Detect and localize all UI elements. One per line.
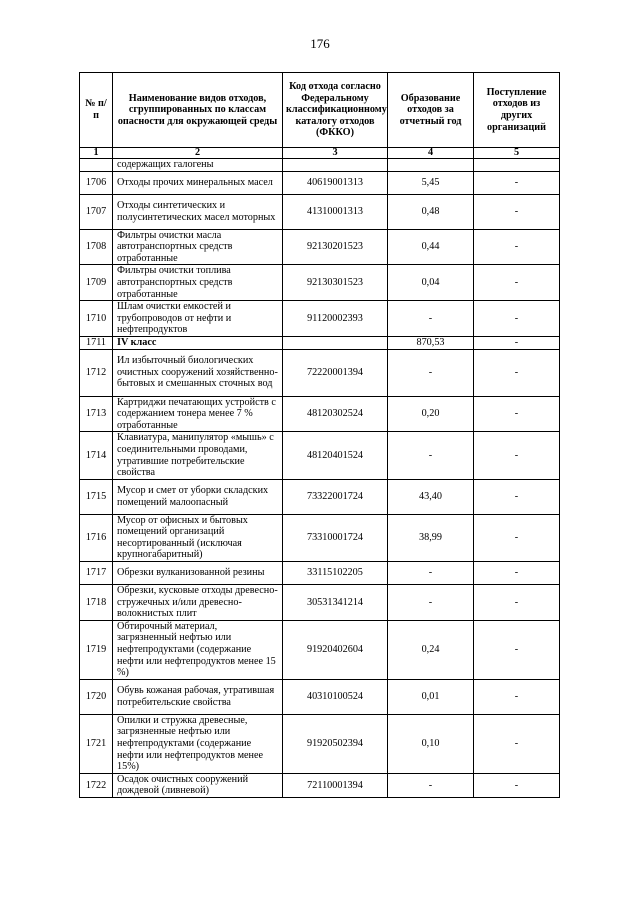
received-amount: -: [474, 514, 560, 561]
formed-amount: 5,45: [388, 171, 474, 194]
table-row: [80, 432, 560, 479]
received-amount: [474, 159, 560, 172]
table-row: [80, 194, 560, 229]
row-number: 1710: [80, 301, 113, 337]
table-row: [80, 265, 560, 301]
received-amount: -: [474, 229, 560, 265]
row-number: 1707: [80, 194, 113, 229]
column-number: 5: [474, 148, 560, 159]
header-fkko-code: Код отхода согласно Федеральному классификационному каталогу отходов (ФККО): [283, 73, 388, 148]
row-number: 1721: [80, 714, 113, 773]
received-amount: -: [474, 301, 560, 337]
received-amount: -: [474, 349, 560, 396]
formed-amount: 0,24: [388, 620, 474, 679]
column-number: 1: [80, 148, 113, 159]
waste-name: Опилки и стружка древесные, загрязненные нефтью или нефтепродуктами (содержание нефти или нефтепродуктов менее 15%): [113, 714, 283, 773]
header-waste-name: Наименование видов отходов, сгруппированных по классам опасности для окружающей среды: [113, 73, 283, 148]
header-formed: Образование отходов за отчетный год: [388, 73, 474, 148]
table-row: [80, 620, 560, 679]
waste-name: Клавиатура, манипулятор «мышь» с соединительными проводами, утратившие потребительские свойства: [113, 432, 283, 479]
table-row: [80, 349, 560, 396]
received-amount: -: [474, 432, 560, 479]
row-number: 1717: [80, 562, 113, 585]
formed-amount: 38,99: [388, 514, 474, 561]
column-number: 4: [388, 148, 474, 159]
received-amount: -: [474, 396, 560, 432]
table-row: [80, 229, 560, 265]
fkko-code: 41310001313: [283, 194, 388, 229]
table-row: [80, 479, 560, 514]
row-number: 1711: [80, 336, 113, 349]
header-received: Поступление отходов из других организаций: [474, 73, 560, 148]
fkko-code: 33115102205: [283, 562, 388, 585]
waste-name: Обрезки, кусковые отходы древесно-стружечных и/или древесно-волокнистых плит: [113, 585, 283, 621]
table-row: [80, 679, 560, 714]
table-row: [80, 301, 560, 337]
fkko-code: [283, 336, 388, 349]
waste-name: Обувь кожаная рабочая, утратившая потребительские свойства: [113, 679, 283, 714]
table-header-row: [80, 73, 560, 148]
fkko-code: 72110001394: [283, 773, 388, 797]
row-number: 1706: [80, 171, 113, 194]
formed-amount: -: [388, 349, 474, 396]
row-number: 1709: [80, 265, 113, 301]
waste-name: Отходы прочих минеральных масел: [113, 171, 283, 194]
waste-name: содержащих галогены: [113, 159, 283, 172]
page-number: 176: [310, 36, 330, 51]
formed-amount: [388, 159, 474, 172]
formed-amount: -: [388, 773, 474, 797]
received-amount: -: [474, 679, 560, 714]
fkko-code: 91120002393: [283, 301, 388, 337]
waste-name: Шлам очистки емкостей и трубопроводов от нефти и нефтепродуктов: [113, 301, 283, 337]
waste-name: Отходы синтетических и полусинтетических масел моторных: [113, 194, 283, 229]
column-number-row: [80, 148, 560, 159]
formed-amount: 0,10: [388, 714, 474, 773]
received-amount: -: [474, 773, 560, 797]
table-row: [80, 159, 560, 172]
row-number: 1708: [80, 229, 113, 265]
received-amount: -: [474, 479, 560, 514]
fkko-code: 48120302524: [283, 396, 388, 432]
waste-name: Осадок очистных сооружений дождевой (ливневой): [113, 773, 283, 797]
formed-amount: -: [388, 562, 474, 585]
formed-amount: 0,48: [388, 194, 474, 229]
row-number: 1722: [80, 773, 113, 797]
table-row: [80, 514, 560, 561]
fkko-code: 73310001724: [283, 514, 388, 561]
received-amount: -: [474, 265, 560, 301]
fkko-code: [283, 159, 388, 172]
waste-name: Фильтры очистки масла автотранспортных средств отработанные: [113, 229, 283, 265]
fkko-code: 72220001394: [283, 349, 388, 396]
formed-amount: -: [388, 301, 474, 337]
fkko-code: 40310100524: [283, 679, 388, 714]
table-row: [80, 336, 560, 349]
table-row: [80, 562, 560, 585]
row-number: 1712: [80, 349, 113, 396]
received-amount: -: [474, 585, 560, 621]
received-amount: -: [474, 620, 560, 679]
column-number: 3: [283, 148, 388, 159]
column-number: 2: [113, 148, 283, 159]
fkko-code: 48120401524: [283, 432, 388, 479]
table-row: [80, 171, 560, 194]
fkko-code: 91920502394: [283, 714, 388, 773]
row-number: 1713: [80, 396, 113, 432]
fkko-code: 73322001724: [283, 479, 388, 514]
waste-name: Фильтры очистки топлива автотранспортных средств отработанные: [113, 265, 283, 301]
waste-name: Обрезки вулканизованной резины: [113, 562, 283, 585]
row-number: 1720: [80, 679, 113, 714]
table-row: [80, 396, 560, 432]
table-row: [80, 585, 560, 621]
formed-amount: 0,20: [388, 396, 474, 432]
formed-amount: 0,01: [388, 679, 474, 714]
waste-table: [79, 72, 560, 798]
table-row: [80, 714, 560, 773]
received-amount: -: [474, 171, 560, 194]
formed-amount: -: [388, 585, 474, 621]
waste-name: Ил избыточный биологических очистных сооружений хозяйственно-бытовых и смешанных сточных вод: [113, 349, 283, 396]
fkko-code: 30531341214: [283, 585, 388, 621]
row-number: 1714: [80, 432, 113, 479]
fkko-code: 92130201523: [283, 229, 388, 265]
fkko-code: 40619001313: [283, 171, 388, 194]
header-number: № п/п: [80, 73, 113, 148]
table-row: [80, 773, 560, 797]
formed-amount: -: [388, 432, 474, 479]
formed-amount: 0,44: [388, 229, 474, 265]
received-amount: -: [474, 562, 560, 585]
received-amount: -: [474, 194, 560, 229]
fkko-code: 92130301523: [283, 265, 388, 301]
received-amount: -: [474, 336, 560, 349]
row-number: 1718: [80, 585, 113, 621]
fkko-code: 91920402604: [283, 620, 388, 679]
waste-name: Обтирочный материал, загрязненный нефтью или нефтепродуктами (содержание нефти или нефтепродуктов менее 15 %): [113, 620, 283, 679]
waste-name: Мусор и смет от уборки складских помещений малоопасный: [113, 479, 283, 514]
formed-amount: 0,04: [388, 265, 474, 301]
waste-name: Картриджи печатающих устройств с содержанием тонера менее 7 % отработанные: [113, 396, 283, 432]
row-number: 1715: [80, 479, 113, 514]
waste-name: IV класс: [113, 336, 283, 349]
table-body: [80, 159, 560, 798]
waste-name: Мусор от офисных и бытовых помещений организаций несортированный (исключая крупногабаритный): [113, 514, 283, 561]
formed-amount: 870,53: [388, 336, 474, 349]
row-number: 1719: [80, 620, 113, 679]
row-number: [80, 159, 113, 172]
row-number: 1716: [80, 514, 113, 561]
formed-amount: 43,40: [388, 479, 474, 514]
received-amount: -: [474, 714, 560, 773]
